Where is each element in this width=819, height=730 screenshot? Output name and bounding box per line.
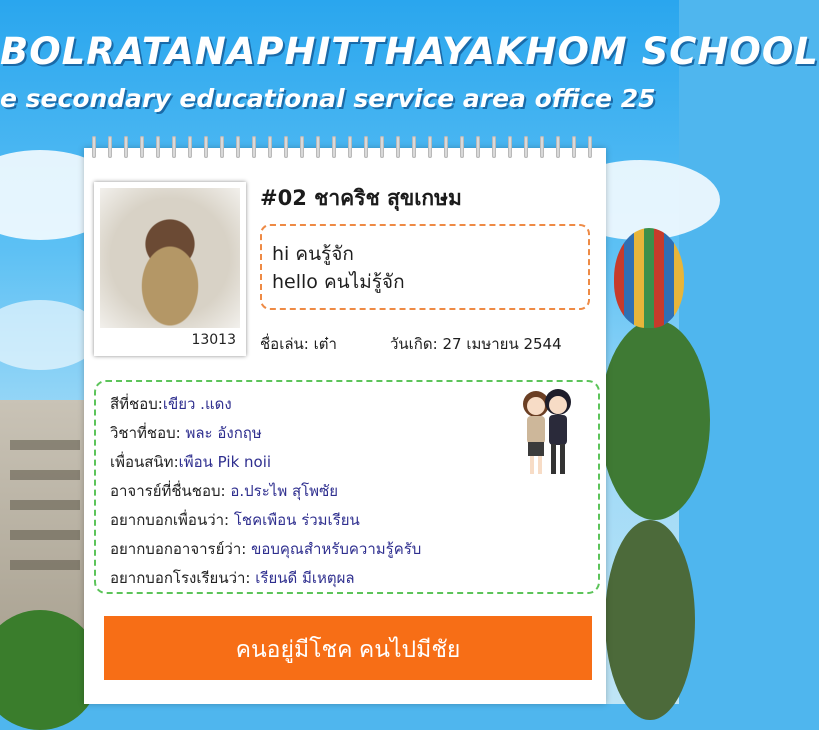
- hot-air-balloon: [614, 228, 684, 328]
- birthday: [390, 332, 562, 356]
- detail-row: อยากบอกเพื่อนว่า: โชคเพือน ร่วมเรียน: [110, 511, 360, 529]
- student-name: #02 ชาคริช สุขเกษม: [260, 186, 462, 210]
- bio-box: [260, 224, 590, 310]
- school-name: BOLRATANAPHITTHAYAKHOM SCHOOL: [0, 30, 819, 73]
- detail-row: วิชาที่ชอบ: พละ อังกฤษ: [110, 424, 262, 442]
- nickname: [260, 332, 337, 356]
- profile-card: [84, 148, 606, 704]
- couple-illustration: [512, 384, 580, 480]
- bio-line-1: hi คนรู้จัก: [272, 243, 354, 265]
- tree: [605, 520, 695, 720]
- student-photo: [100, 188, 240, 328]
- photo-frame: [94, 182, 246, 356]
- detail-row: อาจารย์ที่ชื่นชอบ: อ.ประไพ สุโพซัย: [110, 482, 339, 500]
- notebook-rings: [84, 136, 606, 162]
- detail-row: สีที่ชอบ:เขียว .แดง: [110, 395, 232, 413]
- birthday-label: วันเกิด:: [390, 335, 438, 353]
- bio-line-2: hello คนไม่รู้จัก: [272, 271, 405, 293]
- birthday-value: 27 เมษายน 2544: [442, 335, 562, 353]
- office-subtitle: e secondary educational service area office 25: [0, 84, 656, 113]
- nickname-label: ชื่อเล่น:: [260, 335, 309, 353]
- nickname-value: เต๋า: [313, 335, 337, 353]
- detail-row: เพื่อนสนิท:เพือน Pik noii: [110, 453, 272, 471]
- student-id: 13013: [191, 332, 236, 348]
- tree: [600, 320, 710, 520]
- detail-row: อยากบอกอาจารย์ว่า: ขอบคุณสำหรับความรู้ครับ: [110, 540, 422, 558]
- motto-banner[interactable]: คนอยู่มีโชค คนไปมีชัย: [104, 616, 592, 680]
- detail-row: อยากบอกโรงเรียนว่า: เรียนดี มีเหตุผล: [110, 569, 355, 587]
